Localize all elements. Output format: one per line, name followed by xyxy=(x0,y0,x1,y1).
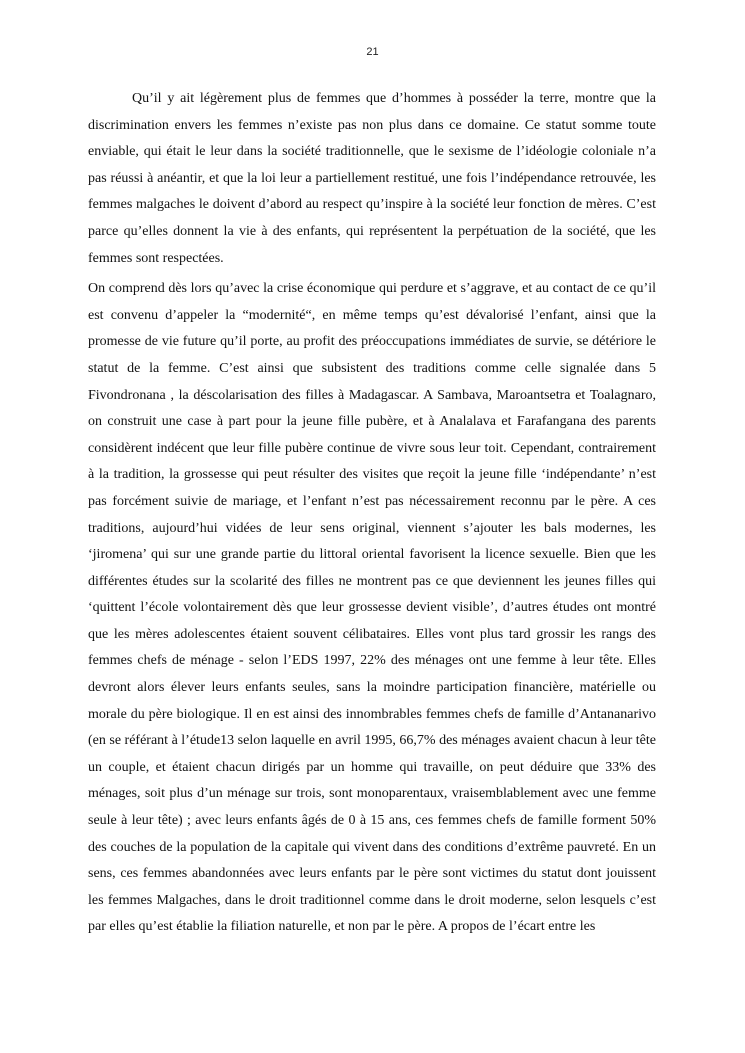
paragraph-1: Qu’il y ait légèrement plus de femmes que d’hommes à posséder la terre, montre que la discrimination envers les femmes n’existe pas non plus dans ce domaine. Ce statut somme toute enviable, qui était le leur dans la société traditionnelle, que le sexisme de l’idéologie coloniale n’a pas réussi à anéantir, et que la loi leur a partiellement restitué, une fois l’indépendance retrouvée, les femmes malgaches le doivent d’abord au respect qu’inspire à la société leur fonction de mères. C’est parce qu’elles donnent la vie à des enfants, qui représentent la perpétuation de la société, que les femmes sont respectées. xyxy=(88,91,656,266)
body-text xyxy=(88,86,656,941)
page-number: 21 xyxy=(366,46,379,58)
paragraph-2: On comprend dès lors qu’avec la crise économique qui perdure et s’aggrave, et au contact de ce qu’il est convenu d’appeler la “modernité“, en même temps qu’est dévalorisé l’enfant, ainsi que la promesse de vie future qu’il porte, au profit des préoccupations immédiates de survie, se détériore le statut de la femme. C’est ainsi que subsistent des traditions comme celle signalée dans 5 Fivondronana , la déscolarisation des filles à Madagascar. A Sambava, Maroantsetra et Toalagnaro, on construit une case à part pour la jeune fille pubère, et à Analalava et Farafangana des parents considèrent indécent que leur fille pubère continue de vivre sous leur toit. Cependant, contrairement à la tradition, la grossesse qui peut résulter des visites que reçoit la jeune fille ‘indépendante’ n’est pas forcément suivie de mariage, et l’enfant n’est pas nécessairement reconnu par le père. A ces traditions, aujourd’hui vidées de leur sens original, viennent s’ajouter les bals modernes, les ‘jiromena’ qui sur une grande partie du littoral oriental favorisent la licence sexuelle. Bien que les différentes études sur la scolarité des filles ne montrent pas ce que deviennent les jeunes filles qui ‘quittent l’école volontairement dès que leur grossesse devient visible’, d’autres études ont montré que les mères adolescentes étaient souvent célibataires. Elles vont plus tard grossir les rangs des femmes chefs de ménage - selon l’EDS 1997, 22% des ménages ont une femme à leur tête. Elles devront alors élever leurs enfants seules, sans la moindre participation financière, matérielle ou morale du père biologique. Il en est ainsi des innombrables femmes chefs de famille d’Antananarivo (en se référant à l’étude13 selon laquelle en avril 1995, 66,7% des ménages avaient chacun à leur tête un couple, et étaient chacun dirigés par un homme qui travaille, on peut déduire que 33% des ménages, soit plus d’un ménage sur trois, sont monoparentaux, vraisemblablement avec une femme seule à leur tête) ; avec leurs enfants âgés de 0 à 15 ans, ces femmes chefs de famille forment 50% des couches de la population de la capitale qui vivent dans des conditions d’extrême pauvreté. En un sens, ces femmes abandonnées avec leurs enfants par le père sont victimes du statut dont jouissent les femmes Malgaches, dans le droit traditionnel comme dans le droit moderne, selon lesquels c’est par elles qu’est établie la filiation naturelle, et non par le père. A propos de l’écart entre les xyxy=(88,281,656,935)
